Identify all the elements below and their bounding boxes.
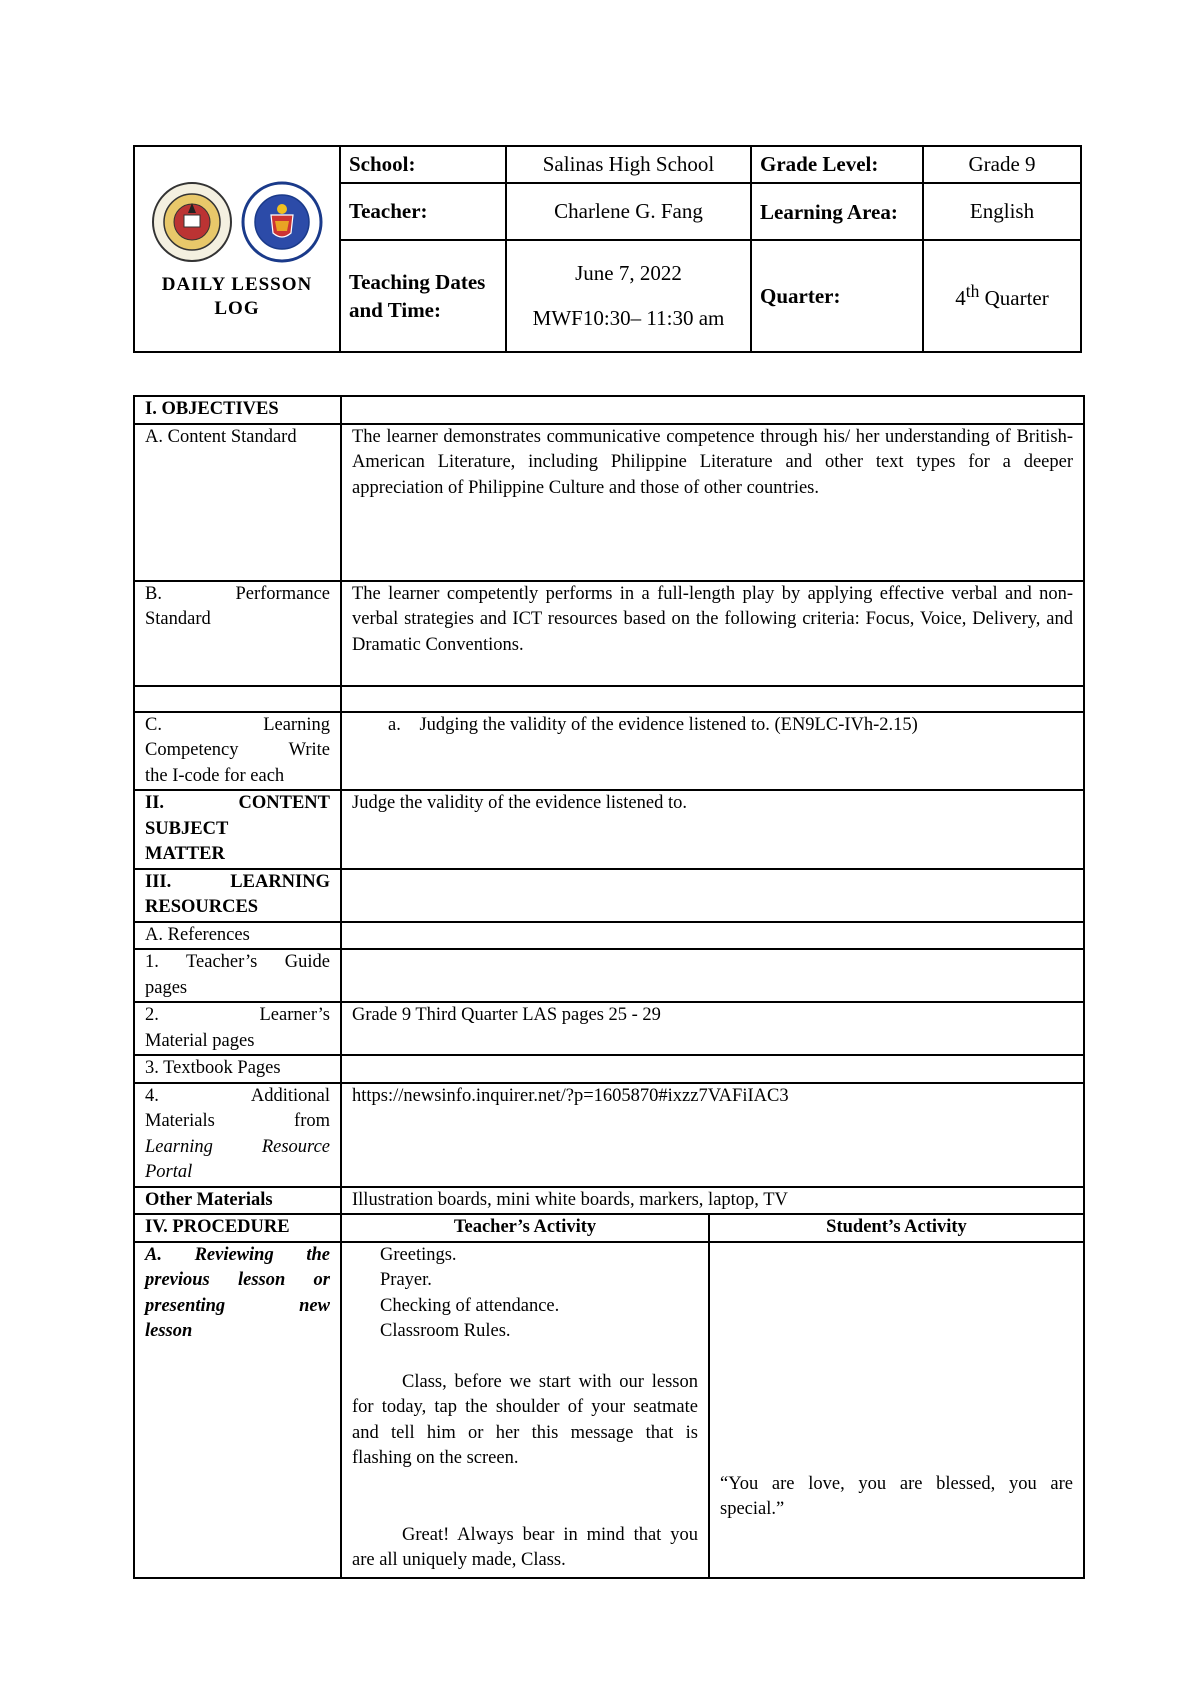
teacher-paragraph-2: Great! Always bear in mind that you are all uniquely made, Class. [352, 1524, 698, 1570]
textbook-value [341, 1055, 1084, 1083]
quarter-label: Quarter: [751, 240, 923, 352]
blank-label [134, 686, 341, 712]
teacher-label: Teacher: [340, 183, 506, 240]
additional-materials-link[interactable]: https://newsinfo.inquirer.net/?p=1605870#ixzz7VAFiIAC3 [341, 1083, 1084, 1187]
competency-label [134, 712, 341, 791]
logo-cell [134, 146, 340, 352]
resources-empty [341, 869, 1084, 922]
time-value: MWF10:30– 11:30 am [532, 306, 725, 330]
step-a-line1: A. Reviewing the [145, 1244, 330, 1265]
quarter-value [923, 240, 1081, 352]
objectives-empty [341, 396, 1084, 424]
teacher-activity-header: Teacher’s Activity [341, 1214, 709, 1242]
step-a-line4: lesson [145, 1321, 193, 1341]
teacher-paragraph-1: Class, before we start with our lesson for today, tap the shoulder of your seatmate and tell him or her this message that is flashing on the screen. [352, 1371, 698, 1468]
objectives-heading: I. OBJECTIVES [134, 396, 341, 424]
additional-label-line1: 4. Additional [145, 1085, 330, 1106]
dates-value [506, 240, 751, 352]
teacher-line-attendance: Checking of attendance. [380, 1295, 560, 1316]
quarter-suffix: th [965, 281, 980, 301]
teachers-guide-label [134, 949, 341, 1002]
content-label [134, 790, 341, 869]
grade-label: Grade Level: [751, 146, 923, 183]
school-label: School: [340, 146, 506, 183]
resources-label-line1: III. LEARNING [145, 871, 330, 892]
tg-label-line2: pages [145, 977, 188, 998]
header-table [133, 145, 1082, 353]
area-label: Learning Area: [751, 183, 923, 240]
resources-label [134, 869, 341, 922]
teachers-guide-value [341, 949, 1084, 1002]
additional-label-line4: Portal [145, 1162, 193, 1182]
competency-label-line2: Competency Write [145, 740, 330, 760]
learners-material-value: Grade 9 Third Quarter LAS pages 25 - 29 [341, 1002, 1084, 1055]
student-activity-header: Student’s Activity [709, 1214, 1084, 1242]
step-a-label [134, 1242, 341, 1578]
performance-label-line1: B. Performance [145, 583, 330, 604]
content-label-line2: SUBJECT [145, 818, 229, 839]
content-value: Judge the validity of the evidence listened to. [341, 790, 1084, 869]
content-standard-value: The learner demonstrates communicative competence through his/ her understanding of British-American Literature, including Philippine Literature and other text types for a deeper appreciation of Philippine Culture and those of other countries. [341, 424, 1084, 581]
logos [143, 181, 331, 263]
content-standard-label: A. Content Standard [134, 424, 341, 581]
teacher-value: Charlene G. Fang [506, 183, 751, 240]
performance-label-line2: Standard [145, 609, 211, 629]
additional-label-line3: Learning Resource [145, 1136, 330, 1157]
student-response: “You are love, you are blessed, you are special.” [720, 1473, 1073, 1519]
lm-label-line2: Material pages [145, 1030, 255, 1051]
quarter-number: 4 [955, 286, 966, 310]
page-title: DAILY LESSON LOG [161, 274, 313, 319]
content-label-line1: II. CONTENT [145, 793, 330, 813]
teacher-activity [341, 1242, 709, 1578]
step-a-line3: presenting new [145, 1295, 330, 1316]
additional-label-line2: Materials from [145, 1111, 330, 1131]
competency-marker: a. [388, 714, 401, 735]
lesson-table [133, 395, 1085, 1579]
area-value: English [923, 183, 1081, 240]
deped-seal-icon [241, 181, 323, 263]
textbook-label: 3. Textbook Pages [134, 1055, 341, 1083]
tg-label-line1: 1. Teacher’s Guide [145, 952, 330, 972]
blank-value [341, 686, 1084, 712]
learners-material-label [134, 1002, 341, 1055]
procedure-label: IV. PROCEDURE [134, 1214, 341, 1242]
competency-value [341, 712, 1084, 791]
grade-value: Grade 9 [923, 146, 1081, 183]
performance-standard-value: The learner competently performs in a full-length play by applying effective verbal and non-verbal strategies and ICT resources based on the following criteria: Focus, Voice, Delivery, and Dramatic Conventions. [341, 581, 1084, 686]
additional-materials-label [134, 1083, 341, 1187]
teacher-line-prayer: Prayer. [380, 1270, 432, 1290]
quarter-word: Quarter [979, 286, 1049, 310]
lm-label-line1: 2. Learner’s [145, 1005, 330, 1025]
other-materials-value: Illustration boards, mini white boards, markers, laptop, TV [341, 1187, 1084, 1215]
other-materials-label: Other Materials [134, 1187, 341, 1215]
resources-label-line2: RESOURCES [145, 897, 259, 917]
competency-item: Judging the validity of the evidence listened to. (EN9LC-IVh-2.15) [419, 714, 918, 735]
competency-label-line3: the I-code for each [145, 765, 285, 786]
performance-standard-label [134, 581, 341, 686]
references-empty [341, 922, 1084, 950]
student-activity [709, 1242, 1084, 1578]
step-a-line2: previous lesson or [145, 1270, 330, 1290]
references-label: A. References [134, 922, 341, 950]
teacher-line-greetings: Greetings. [380, 1244, 457, 1265]
date-value: June 7, 2022 [575, 261, 682, 285]
dates-label: Teaching Dates and Time: [340, 240, 506, 352]
content-label-line3: MATTER [145, 844, 225, 864]
competency-label-line1: C. Learning [145, 714, 330, 735]
school-value: Salinas High School [506, 146, 751, 183]
school-seal-icon [151, 181, 233, 263]
teacher-line-rules: Classroom Rules. [380, 1321, 511, 1341]
